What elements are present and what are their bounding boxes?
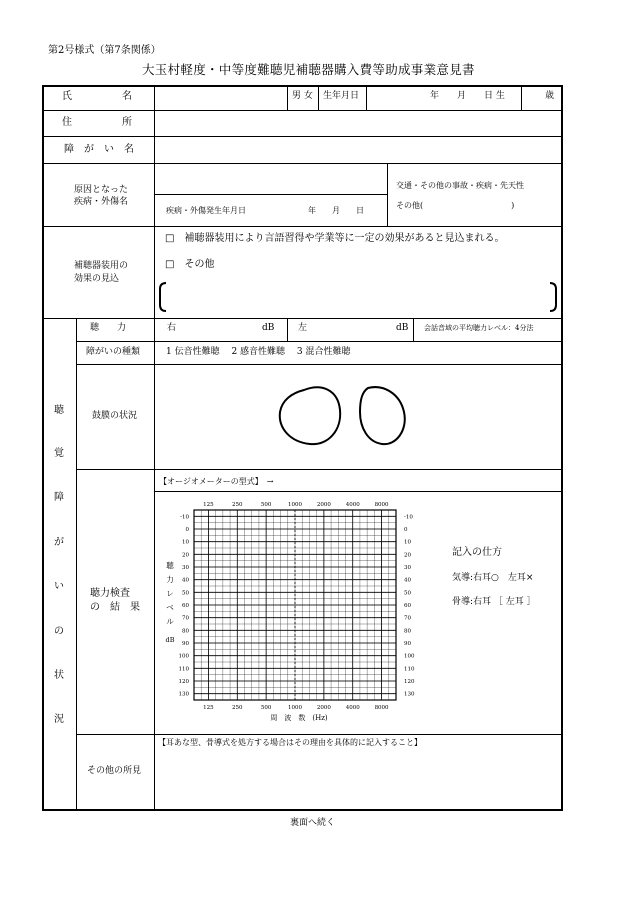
eardrum-label: 鼓膜の状況 (92, 411, 138, 421)
effect-label-line2: 効果の見込 (74, 274, 120, 284)
acuity-left-label: 左 (298, 323, 308, 333)
address-field[interactable] (156, 112, 561, 135)
db-tick-label-right: 100 (404, 653, 415, 660)
acuity-right-label: 右 (167, 323, 177, 333)
db-tick-label-right: -10 (404, 514, 413, 521)
other-findings-note: 【耳あな型、骨導式を処方する場合はその理由を具体的に記入すること】 (158, 738, 422, 747)
acuity-right-unit: dB (262, 323, 275, 333)
other-findings-field[interactable] (156, 752, 561, 808)
y-axis-label-char: レ (166, 589, 174, 598)
form-number: 第2号様式（第7条関係） (48, 45, 161, 56)
effect-option-2[interactable]: □ その他 (165, 259, 215, 270)
right-eardrum-outline (280, 387, 340, 444)
db-tick-label-left: 70 (182, 615, 189, 622)
db-tick-label-left: 120 (178, 679, 189, 685)
cause-type-line1[interactable]: 交通・その他の事故・疾病・先天性 (396, 181, 524, 190)
db-tick-label-left: -10 (180, 514, 189, 521)
cause-type-line2[interactable]: その他( ) (396, 201, 515, 210)
y-axis-unit: dB (165, 636, 175, 644)
audiometer-type-field[interactable] (300, 472, 558, 488)
db-tick-label-right: 120 (404, 679, 415, 685)
acuity-label: 聴 力 (90, 323, 127, 333)
db-tick-label-left: 40 (182, 577, 189, 584)
db-tick-label-right: 20 (404, 552, 411, 559)
onset-date-label: 疾病・外傷発生年月日 (166, 206, 246, 215)
section-label-char: 状 (54, 670, 64, 681)
freq-tick-label-bottom: 8000 (374, 705, 389, 711)
audiogram-chart[interactable] (156, 492, 561, 732)
continued-note: 裏面へ続く (290, 818, 336, 828)
other-findings-label: その他の所見 (87, 766, 142, 776)
db-tick-label-right: 130 (404, 691, 415, 698)
acuity-left-unit: dB (396, 323, 409, 333)
db-tick-label-left: 130 (178, 691, 189, 698)
db-tick-label-right: 50 (404, 590, 411, 597)
section-label-char: 覚 (54, 448, 64, 459)
section-label-char: の (54, 626, 64, 637)
db-tick-label-left: 90 (182, 641, 189, 647)
db-tick-label-right: 0 (404, 527, 408, 533)
db-tick-label-left: 0 (185, 527, 189, 533)
disability-type-label: 障がいの種類 (86, 347, 141, 357)
birth-date-label: 生年月日 (323, 91, 360, 101)
freq-tick-label-bottom: 1000 (288, 705, 302, 711)
section-label-char: 障 (54, 492, 64, 503)
freq-tick-label-top: 125 (203, 502, 214, 508)
disability-type-options[interactable]: 1 伝音性難聴 2 感音性難聴 3 混合性難聴 (166, 347, 351, 357)
db-tick-label-right: 80 (404, 628, 411, 635)
effect-label-line1: 補聴器装用の (74, 261, 129, 271)
legend-title: 記入の仕方 (452, 547, 502, 558)
section-label-char: い (54, 581, 64, 592)
x-axis-label: 周 波 数 (Hz) (270, 714, 328, 722)
db-tick-label-left: 10 (182, 539, 189, 546)
left-eardrum-outline (360, 387, 405, 444)
freq-tick-label-bottom: 250 (232, 705, 243, 711)
age-unit: 歳 (545, 91, 555, 101)
hearing-test-label-line1: 聴力検査 (90, 588, 130, 599)
freq-tick-label-top: 1000 (288, 502, 302, 508)
birth-date-fields[interactable]: 年 月 日 生 (430, 91, 505, 101)
db-tick-label-left: 110 (178, 666, 189, 673)
eardrum-diagram (156, 366, 561, 468)
cause-label-line2: 疾病・外傷名 (74, 197, 129, 207)
y-axis-label-char: 力 (166, 575, 174, 584)
freq-tick-label-bottom: 4000 (345, 705, 360, 711)
freq-tick-label-top: 8000 (374, 502, 389, 508)
address-label: 住 所 (62, 117, 132, 128)
audiometer-type-label: 【オージオメーターの型式】 → (159, 477, 274, 486)
y-axis-label-char: 聴 (166, 561, 174, 570)
y-axis-label-char: ル (166, 617, 174, 626)
disability-name-field[interactable] (156, 138, 561, 162)
freq-tick-label-top: 500 (260, 502, 272, 508)
db-tick-label-left: 50 (182, 590, 189, 597)
db-tick-label-left: 80 (182, 628, 189, 635)
db-tick-label-right: 70 (404, 615, 411, 622)
section-label-char: 聴 (54, 405, 64, 416)
sex-options[interactable]: 男 女 (292, 91, 313, 101)
acuity-right-field[interactable] (180, 320, 258, 339)
freq-tick-label-bottom: 125 (203, 705, 214, 711)
db-tick-label-right: 110 (404, 666, 415, 673)
db-tick-label-right: 60 (404, 603, 411, 609)
freq-tick-label-bottom: 2000 (316, 705, 331, 711)
legend-bone-conduction: 骨導:右耳 ［ 左耳 ］ (452, 597, 536, 607)
freq-tick-label-top: 4000 (345, 502, 360, 508)
onset-date-fields[interactable]: 年 月 日 (308, 206, 364, 215)
db-tick-label-right: 30 (404, 565, 411, 571)
db-tick-label-right: 40 (404, 577, 411, 584)
name-label: 氏 名 (62, 91, 132, 102)
cause-field[interactable] (156, 165, 385, 192)
cause-label-line1: 原因となった (74, 185, 129, 195)
freq-tick-label-bottom: 500 (260, 705, 272, 711)
disability-name-label: 障 が い 名 (64, 144, 134, 155)
db-tick-label-left: 100 (178, 653, 189, 660)
form-title: 大玉村軽度・中等度難聴児補聴器購入費等助成事業意見書 (142, 62, 475, 77)
freq-tick-label-top: 250 (232, 502, 243, 508)
effect-option-1[interactable]: □ 補聴器装用により言語習得や学業等に一定の効果があると見込まれる。 (165, 233, 505, 244)
acuity-average-note: 会話音域の平均聴力レベル：4分法 (424, 324, 534, 332)
db-tick-label-left: 30 (182, 565, 189, 571)
db-tick-label-right: 10 (404, 539, 411, 546)
acuity-left-field[interactable] (312, 320, 392, 339)
section-label-char: が (54, 537, 64, 548)
legend-air-conduction: 気導:右耳○ 左耳× (452, 573, 534, 583)
effect-other-bracket[interactable] (156, 280, 560, 314)
section-label-char: 況 (54, 714, 64, 725)
db-tick-label-left: 20 (182, 552, 189, 559)
y-axis-label-char: ベ (166, 603, 174, 612)
name-field[interactable] (156, 86, 286, 109)
freq-tick-label-top: 2000 (316, 502, 331, 508)
hearing-test-label-line2: の 結 果 (90, 602, 140, 613)
db-tick-label-left: 60 (182, 603, 189, 609)
db-tick-label-right: 90 (404, 641, 411, 647)
